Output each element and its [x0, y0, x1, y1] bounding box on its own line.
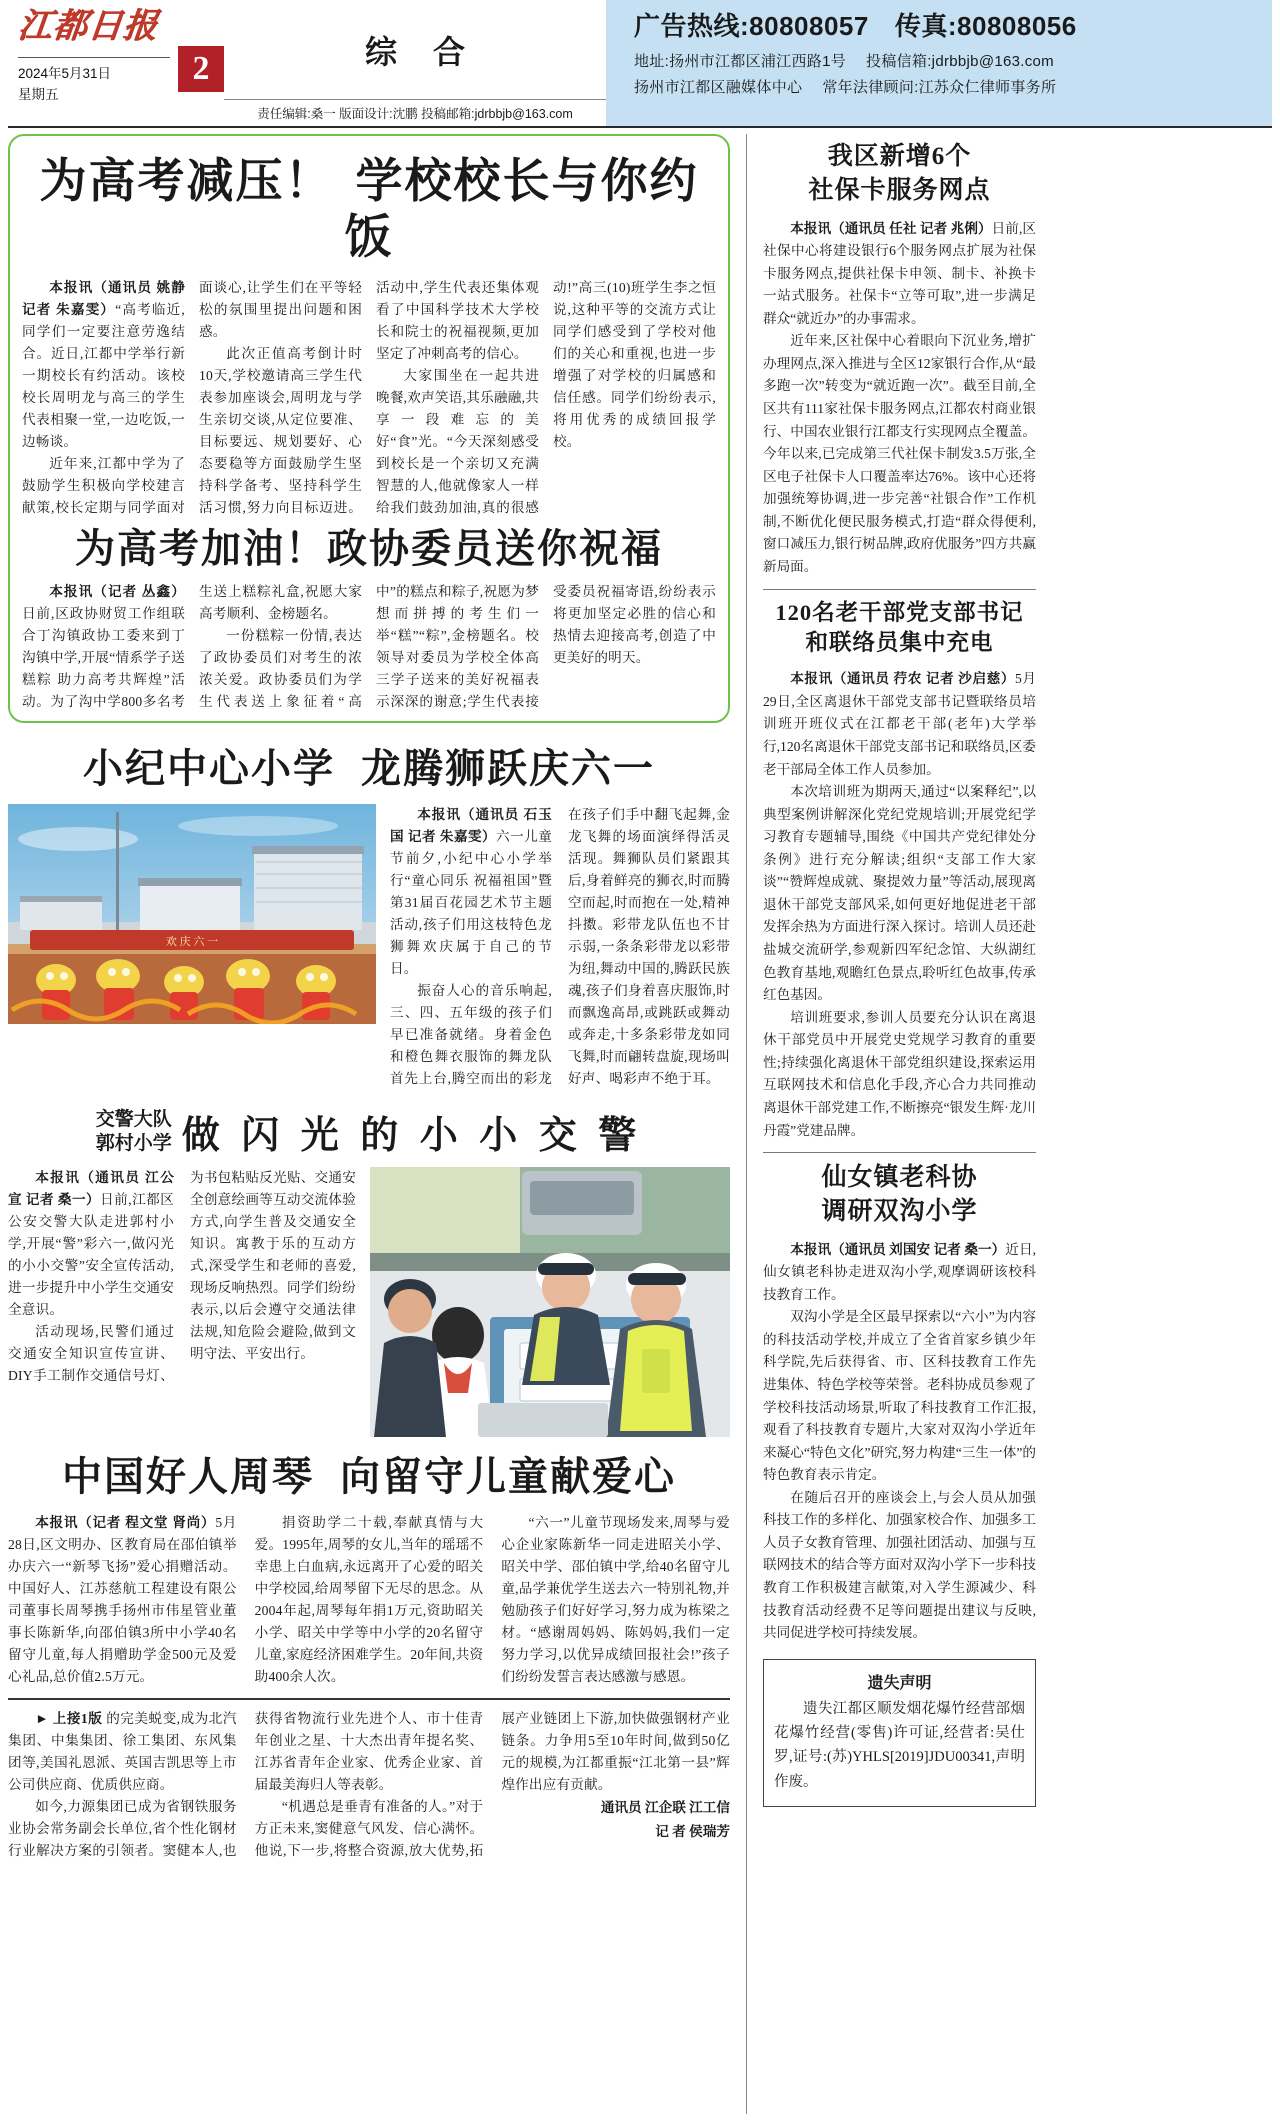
mailbox-text: 投稿信箱:jdrbbjb@163.com: [866, 53, 1054, 70]
traffic-text-columns: [8, 1167, 356, 1431]
continued-sign-1: 通讯员 江企联 江工信: [600, 1800, 730, 1816]
lead-p1: [22, 277, 185, 453]
continued-divider: [8, 1698, 730, 1700]
lost-notice-title: 遗失声明: [867, 1674, 932, 1692]
xiaoji-text-columns: [390, 804, 730, 1090]
sidebar-item1-byline: 本报讯（通讯员 任社 记者 兆俐）: [790, 220, 992, 236]
masthead-left: [8, 0, 178, 126]
lost-notice-body: 遗失江都区顺发烟花爆竹经营部烟花爆竹经营(零售)许可证,经营者:吴仕罗,证号:(苏)YHLS[2019]JDU00341,声明作废。: [774, 1700, 1025, 1790]
lead-story-2-columns: [22, 581, 716, 713]
traffic-byline: 本报讯（通讯员 江公宣 记者 桑一）: [8, 1170, 174, 1208]
officer-figure-3: [374, 1279, 446, 1437]
zhouqin-byline: 本报讯（记者 程文堂 肾尚）: [35, 1515, 216, 1531]
continued-p1: [8, 1708, 237, 1796]
xiaoji-photo: [8, 804, 376, 1024]
zhouqin-p2: 捐资助学二十载,奉献真情与大爱。1995年,周琴的女儿,当年的瑶瑶不幸患上白血病,永远离开了心爱的昭关中学校园,给周琴留下无尽的思念。从2004年起,周琴每年捐1万元,资助昭关小学、昭关中学等中小学的20名留守儿童,家庭经济困难学生。20年间,共资助400余人次。: [254, 1515, 484, 1685]
lead-p3: 此次正值高考倒计时10天,学校邀请高三学生代表参加座谈会,周明龙与学生亲切交谈,从定位要准、目标要远、规划要好、心态要稳等方面鼓励学生坚持科学备考、坚持科学生活习惯,努力向目标迈进。活动中,学生代表还集体观看了中国科学技术大学校长和院士的祝福视频,更加坚定了冲刺高考的信心。: [199, 279, 539, 515]
xiaoji-p1-text: 六一儿童节前夕,小纪中心小学举行“童心同乐 祝福祖国”暨第31届百花园艺术节主题活动,孩子们用这枝特色龙狮舞欢庆属于自己的节日。: [390, 829, 552, 977]
continued-p2: 如今,力源集团已成为省钢铁服务业协会常务副会长单位,省个性化钢材行业解决方案的引领者。窦健本人,也获得省物流行业先进个人、市十佳青年创业之星、十大杰出青年提名奖、江苏省青年企业家、优秀企业家、首届最美海归人等表彰。: [8, 1711, 484, 1859]
media-center-text: 扬州市江都区融媒体中心: [634, 79, 803, 97]
zhouqin-headline: [8, 1445, 730, 1502]
editor-line: 责任编辑:桑一 版面设计:沈鹏 投稿邮箱:jdrbbjb@163.com: [224, 99, 606, 126]
lead-byline-1: 本报讯（通讯员 姚静 记者 朱嘉雯）: [22, 279, 185, 317]
lead-headline-2b: 政协委员送你祝福: [327, 525, 663, 571]
traffic-headline-wrap: [8, 1104, 730, 1159]
section-title: 综 合: [364, 33, 479, 70]
sidebar-item3-headline-a: 仙女镇老科协: [821, 1164, 978, 1192]
lead-story-box: [8, 134, 730, 723]
xiaoji-headline-a: 小纪中心小学: [83, 746, 335, 792]
zhouqin-headline-b: 向留守儿童献爱心: [340, 1454, 676, 1500]
sidebar-item3-p3: 在随后召开的座谈会上,与会人员从加强科技工作的多样化、加强家校合作、加强多工人员子女教育管理、加强社团活动、加强与互联网技术的结合等方面对双沟小学下一步科技教育工作积极建言献策,对入学生源减少、科技教育活动经费不足等问题提出建议与反映,共同促进学校可持续发展。: [763, 1489, 1036, 1641]
sidebar-item1-headline: [763, 140, 1036, 208]
weekday-text: 星期五: [18, 86, 59, 102]
sidebar-item3-headline: [763, 1161, 1036, 1229]
sidebar-item2-p3: 培训班要求,参训人员要充分认识在离退休干部党员中开展党史党规学习教育的重要性;持续强化离退休干部党组织建设,探索运用互联网技术和信息化手段,齐心合力共同推动离退休干部党建工作,不断擦亮“银发生辉·龙川丹霞”党建品牌。: [763, 1009, 1036, 1138]
continued-block: [8, 1708, 730, 1862]
sidebar-item2-headline: [763, 598, 1036, 659]
lead-byline-2: 本报讯（记者 丛鑫）: [49, 583, 185, 599]
logo-divider: [18, 57, 170, 58]
sidebar-column: [746, 134, 1036, 2114]
continued-p1-text: 的完美蜕变,成为北汽集团、中集集团、徐工集团、东风集团等,美国礼恩派、英国吉凯思等上市公司供应商、优质供应商。: [8, 1711, 237, 1793]
ad-hotline-row: [634, 6, 1272, 43]
traffic-body: [8, 1167, 730, 1431]
sidebar-item2-headline-b: 和联络员集中充电: [805, 629, 994, 655]
lead2-p1-text: 日前,区政协财贸工作组联合丁沟镇政协工委来到丁沟镇中学,开展“情系学子送糕粽 助力高考共辉煌”活动。为了沟中学800多名考生送上糕粽礼盒,祝愿大家高考顺利、金榜题名。: [22, 583, 362, 710]
sidebar-item2-headline-a: 120名老干部党支部书记: [775, 599, 1024, 625]
main-column: [8, 134, 730, 2114]
sidebar-item1-headline-b: 社保卡服务网点: [808, 176, 991, 204]
legal-advisor-text: 常年法律顾问:江苏众仁律师事务所: [822, 79, 1057, 97]
svg-text:欢 庆 六 一: 欢 庆 六 一: [165, 936, 219, 949]
lead-story-1-columns: [22, 277, 716, 519]
traffic-p1-text: 日前,江都区公安交警大队走进郭村小学,开展“警”彩六一,做闪光的小小交警”安全宣传活动,进一步提升中小学生交通安全意识。: [8, 1192, 174, 1318]
sidebar-divider-1: [763, 589, 1036, 590]
zhouqin-headline-a: 中国好人周琴: [62, 1454, 314, 1500]
address-row: [634, 49, 1272, 75]
traffic-p1: [8, 1167, 174, 1321]
media-row: [634, 75, 1272, 101]
lost-notice-box: [763, 1659, 1036, 1807]
lead-headline-1: [22, 154, 716, 267]
traffic-p2: 活动现场,民警们通过交通安全知识宣传宣讲、DIY手工制作交通信号灯、为书包粘贴反光贴、交通安全创意绘画等互动交流体验方式,向学生普及交通安全知识。寓教于乐的互动方式,深受学生和老师的喜爱,现场反响热烈。同学们纷纷表示,以后会遵守交通法律法规,知危险会避险,做到文明守法、平安出行。: [8, 1170, 356, 1384]
traffic-photo-image: [370, 1167, 730, 1437]
sidebar-item2-p2: 本次培训班为期两天,通过“以案释纪”,以典型案例讲解深化党纪党规培训;开展党纪学习教育专题辅导,围绕《中国共产党纪律处分条例》进行充分解读;组织“支部工作大家谈”“赞辉煌成就、聚提效力量”等活动,展现离退休干部党支部风采,如何更好地促进老干部发挥余热为方面进行深入探讨。培训人员还赴盐城交流研学,参观新四军纪念馆、大纵湖红色教育基地,观瞻红色景点,聆听红色故事,传承红色基因。: [763, 784, 1036, 1003]
fax-label: 传真:: [894, 11, 958, 41]
sidebar-item1-headline-a: 我区新增6个: [827, 143, 972, 170]
date-text: 2024年5月31日: [18, 66, 112, 82]
sidebar-item3-p1-text: 近日,仙女镇老科协走进双沟小学,观摩调研该校科技教育工作。: [763, 1241, 1036, 1302]
traffic-photo: [370, 1167, 730, 1437]
fax-number: 80808056: [957, 11, 1077, 41]
zhouqin-p1-text: 5月28日,区文明办、区教育局在邵伯镇举办庆六一“新琴飞扬”爱心捐赠活动。中国好人、江苏慈航工程建设有限公司董事长周琴携手扬州市伟星管业董事长陈新华,向邵伯镇3所中小学40名留守儿童,每人捐赠助学金500元及爱心礼品,总价值2.5万元。: [8, 1515, 237, 1685]
xiaoji-body: [8, 804, 730, 1090]
lead2-p2: 一份糕粽一份情,表达了政协委员们对考生的浓浓关爱。政协委员们为学生代表送上象征着“高中”的糕点和粽子,祝愿为梦想而拼搏的考生们一举“糕”“粽”,金榜题名。校领导对委员为学校全体高三学子送来的美好祝福表示深深的谢意;学生代表接受委员祝福寄语,纷纷表示将更加坚定必胜的信心和热情去迎接高考,创造了中更美好的明天。: [199, 583, 716, 710]
continued-sign-2: 记 者 侯瑞芳: [655, 1823, 730, 1839]
sidebar-item2-p1-text: 5月29日,全区离退休干部党支部书记暨联络员培训班开班仪式在江都老干部(老年)大学举行,120名离退休干部党支部书记和联络员,区委老干部局全体工作人员参加。: [763, 671, 1037, 777]
newspaper-logo: 江都日报: [16, 8, 160, 45]
lead-headline-2a: 为高考加油！: [75, 525, 327, 571]
traffic-kicker-1: 交警大队: [95, 1109, 172, 1130]
lead-p4: 大家围坐在一起共进晚餐,欢声笑语,其乐融融,共享一段难忘的美好“食”光。“今天深刻感受到校长是一个亲切又充满智慧的人,他就像家人一样给我们鼓劲加油,真的很感动!”高三(10)班学生李之恒说,这种平等的交流方式让同学们感受到了学校对他们的关心和重视,也进一步增强了对学校的归属感和信任感。同学们纷纷表示,将用优秀的成绩回报学校。: [376, 279, 716, 515]
lead-headline-1b: 学校校长与你约饭: [344, 156, 699, 265]
page-number-wrap: [178, 0, 224, 126]
masthead: [8, 0, 1272, 128]
xiaoji-headline-b: 龙腾狮跃庆六一: [361, 746, 655, 792]
zhouqin-p1: [8, 1512, 237, 1688]
lead-p1-text: “高考临近,同学们一定要注意劳逸结合。近日,江都中学举行新一期校长有约活动。该校校长周明龙与高三的学生代表相聚一堂,一边吃饭,一边畅谈。: [22, 301, 185, 449]
zhouqin-columns: [8, 1512, 730, 1688]
masthead-middle: [224, 0, 606, 126]
sidebar-item2-p1: [763, 668, 1036, 781]
ad-hotline-number: 80808057: [749, 11, 869, 41]
lead-headline-2: [22, 525, 716, 573]
lead-p2: 近年来,江都中学为了鼓励学生积极向学校建言献策,校长定期与同学面对面谈心,让学生们在平等轻松的氛围里提出问题和困惑。: [22, 279, 362, 515]
page-body: [8, 134, 1272, 2114]
xiaoji-headline: [8, 737, 730, 794]
sidebar-item1-p1: [763, 218, 1036, 331]
lead-headline-1a: 为高考减压！: [39, 156, 334, 208]
sidebar-item1-p1-text: 日前,区社保中心将建设银行6个服务网点扩展为社保卡服务网点,提供社保卡申领、制卡、补换卡一站式服务。社保卡“立等可取”,进一步满足群众“就近办”的办事需求。: [763, 220, 1036, 326]
xiaoji-p2: 振奋人心的音乐响起,三、四、五年级的孩子们早已准备就绪。身着金色和橙色舞衣服饰的舞龙队首先上台,腾空而出的彩龙在孩子们手中翻飞起舞,金龙飞舞的场面演绎得活灵活现。舞狮队员们紧跟其后,身着鲜亮的狮衣,时而腾空而起,时而抱在一处,精神抖擞。彩带龙队伍也不甘示弱,一条条彩带龙以彩带为纽,舞动中国的,腾跃民族魂,孩子们身着喜庆服饰,时而飘逸高昂,或跳跃或舞动或奔走,十多条彩带龙如同飞舞,时而翩转盘旋,现场叫好声、喝彩声不绝于耳。: [390, 807, 730, 1087]
continued-p3: “机遇总是垂青有准备的人。”对于方正未来,窦健意气风发、信心满怀。他说,下一步,将整合资源,放大优势,拓展产业链团上下游,加快做强钢材产业链条。力争用5至10年时间,做到50亿元的规模,为江都重振“江北第一县”辉煌作出应有贡献。: [254, 1711, 730, 1859]
sidebar-item3-headline-b: 调研双沟小学: [821, 1197, 978, 1225]
traffic-kicker: [96, 1108, 172, 1156]
xiaoji-photo-image: [8, 804, 376, 1024]
masthead-ad-block: [606, 0, 1272, 126]
sidebar-divider-2: [763, 1152, 1036, 1153]
zhouqin-p3: “六一”儿童节现场发来,周琴与爱心企业家陈新华一同走进昭关小学、昭关中学、邵伯镇中学,给40名留守儿童,品学兼优学生送去六一特别礼物,并勉励孩子们好好学习,努力成为栋梁之材。“感谢周妈妈、陈妈妈,我们一定努力学习,以优异成绩回报社会!”孩子们纷纷发誓言表达感激与感恩。: [501, 1515, 730, 1685]
xiaoji-byline: 本报讯（通讯员 石玉国 记者 朱嘉雯）: [390, 807, 552, 845]
sidebar-item3-p1: [763, 1239, 1036, 1307]
continued-columns: [8, 1708, 730, 1862]
xiaoji-p1: [390, 804, 552, 980]
publication-date: [18, 64, 172, 105]
sidebar-item3-byline: 本报讯（通讯员 刘国安 记者 桑一）: [790, 1241, 1006, 1257]
traffic-headline: 做 闪 光 的 小 小 交 警: [181, 1115, 643, 1158]
page-number: 2: [178, 46, 224, 92]
ad-hotline-label: 广告热线:: [634, 11, 750, 41]
sidebar-item1-p2: 近年来,区社保中心着眼向下沉业务,增扩办理网点,深入推进与全区12家银行合作,从“最多跑一次”转变为“就近跑一次”。截至目前,全区共有111家社保卡服务网点,江都农村商业银行、中国农业银行江都支行实现网点全覆盖。今年以来,已完成第三代社保卡制发3.5万张,全区电子社保卡人口覆盖率达76%。该中心还将加强统筹协调,进一步完善“社银合作”工作机制,不断优化便民服务模式,打造“群众得便利,窗口减压力,银行树品牌,政府优服务”四方共赢新局面。: [763, 333, 1036, 574]
sidebar-item3-p2: 双沟小学是全区最早探索以“六小”为内容的科技活动学校,并成立了全省首家乡镇少年科学院,先后获得省、市、区科技教育工作先进集体、特色学校等荣誉。老科协成员参观了学校科技活动场景,听取了科技教育工作汇报,观看了科技教育专题片,大家对双沟小学近年来凝心“特色文化”研究,努力构建“三生一体”的特色教育表示肯定。: [763, 1309, 1036, 1483]
sidebar-item2-byline: 本报讯（通讯员 荇农 记者 沙启慈）: [790, 671, 1016, 687]
section-title-wrap: [224, 0, 606, 99]
traffic-kicker-2: 郭村小学: [95, 1132, 172, 1154]
continued-mark: ► 上接1版: [35, 1711, 103, 1727]
address-text: 地址:扬州市江都区浦江西路1号: [634, 53, 847, 70]
